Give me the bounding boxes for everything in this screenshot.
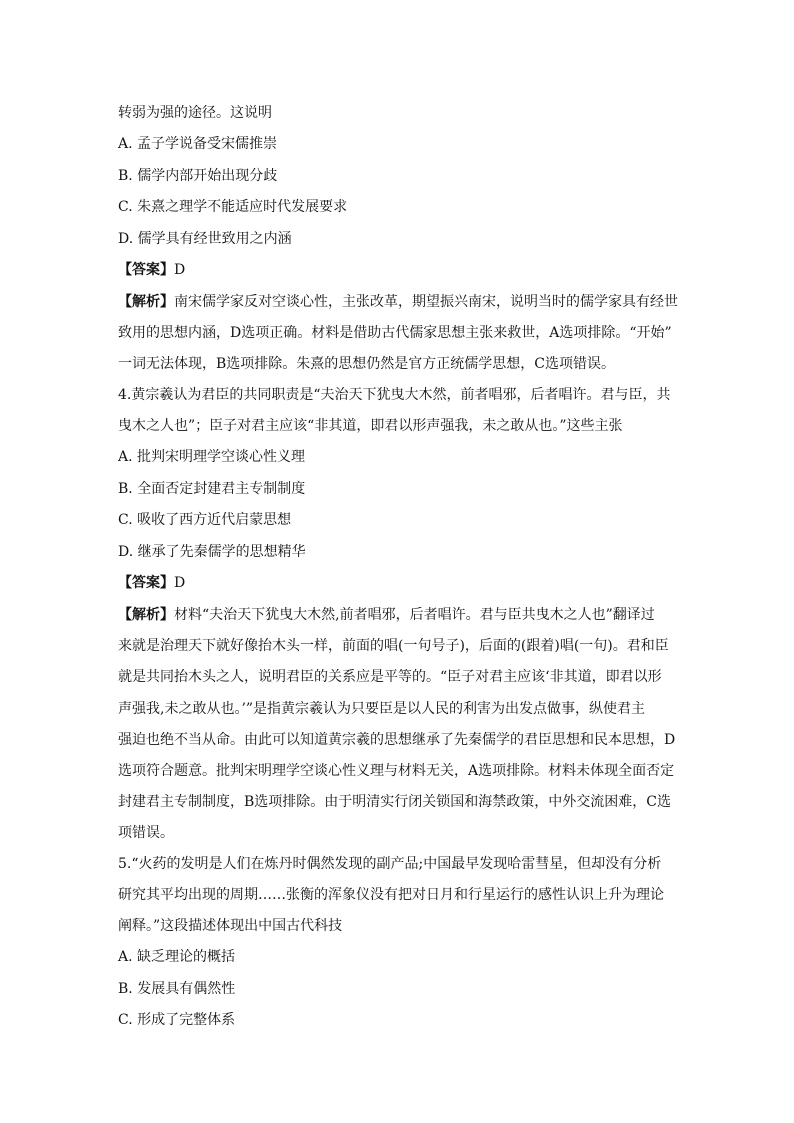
q4-analysis-line-7: 封建君主专制制度，B选项排除。由于明清实行闭关锁国和海禁政策，中外交流困难，C选 <box>118 794 671 810</box>
q4-stem-line-2: 曳木之人也”；臣子对君主应该“非其道，即君以形声强我，未之敢从也。”这些主张 <box>118 418 623 434</box>
q3-stem-tail: 转弱为强的途径。这说明 <box>118 105 272 121</box>
q4-analysis-line-4: 声强我,未之敢从也。’”是指黄宗羲认为只要臣是以人民的利害为出发点做事，纵使君主 <box>118 701 646 717</box>
q3-option-d: D. 儒学具有经世致用之内涵 <box>118 231 292 247</box>
q4-answer-tag: 【答案】 <box>118 575 174 591</box>
q3-option-c: C. 朱熹之理学不能适应时代发展要求 <box>118 199 348 215</box>
q4-option-c: C. 吸收了西方近代启蒙思想 <box>118 512 292 528</box>
q3-option-b: B. 儒学内部开始出现分歧 <box>118 168 278 184</box>
q4-analysis-text-1: 材料“夫治天下犹曳大木然,前者唱邪，后者唱许。君与臣共曳木之人也”翻译过 <box>174 607 655 623</box>
q4-analysis-line-3: 就是共同抬木头之人，说明君臣的关系应是平等的。“臣子对君主应该‘非其道，即君以形 <box>118 669 662 685</box>
q5-option-c: C. 形成了完整体系 <box>118 1012 236 1028</box>
q3-analysis-line-1 <box>118 293 678 311</box>
q4-option-b: B. 全面否定封建君主专制制度 <box>118 481 306 497</box>
q5-option-b: B. 发展具有偶然性 <box>118 981 236 997</box>
q4-analysis-line-5: 强迫也绝不当从命。由此可以知道黄宗羲的思想继承了先秦儒学的君臣思想和民本思想，D <box>118 732 676 748</box>
q3-answer-tag: 【答案】 <box>118 262 174 278</box>
q3-analysis-text-1: 南宋儒学家反对空谈心性，主张改革，期望振兴南宋，说明当时的儒学家具有经世 <box>174 294 678 310</box>
q5-stem-line-3: 阐释。”这段描述体现出中国古代科技 <box>118 918 343 934</box>
q3-answer <box>118 261 678 279</box>
q3-answer-value: D <box>174 262 186 278</box>
q5-stem-line-2: 研究其平均出现的周期……张衡的浑象仪没有把对日月和行星运行的感性认识上升为理论 <box>118 887 664 903</box>
q5-stem-line-1: 5.“火药的发明是人们在炼丹时偶然发现的副产品;中国最早发现哈雷彗星，但却没有分析 <box>118 856 662 872</box>
q4-analysis-line-6: 选项符合题意。批判宋明理学空谈心性义理与材料无关，A选项排除。材料未体现全面否定 <box>118 763 675 779</box>
q4-stem-line-1: 4.黄宗羲认为君臣的共同职责是“夫治天下犹曳大木然，前者唱邪，后者唱许。君与臣，共 <box>118 387 671 403</box>
q3-analysis-line-2: 致用的思想内涵，D选项正确。材料是借助古代儒家思想主张来救世，A选项排除。“开始” <box>118 325 672 341</box>
q4-analysis-line-8: 项错误。 <box>118 825 174 841</box>
q5-option-a: A. 缺乏理论的概括 <box>118 949 236 965</box>
q4-answer <box>118 574 678 592</box>
q4-answer-value: D <box>174 575 186 591</box>
q3-analysis-tag: 【解析】 <box>118 294 174 310</box>
q4-analysis-line-2: 来就是治理天下就好像抬木头一样，前面的唱(一句号子)，后面的(跟着)唱(一句)。君和臣 <box>118 638 669 654</box>
q3-analysis-line-3: 一词无法体现，B选项排除。朱熹的思想仍然是官方正统儒学思想，C选项错误。 <box>118 356 615 372</box>
q4-analysis-tag: 【解析】 <box>118 607 174 623</box>
q3-option-a: A. 孟子学说备受宋儒推崇 <box>118 136 278 152</box>
q4-analysis-line-1 <box>118 606 678 624</box>
q4-option-d: D. 继承了先秦儒学的思想精华 <box>118 544 306 560</box>
q4-option-a: A. 批判宋明理学空谈心性义理 <box>118 449 306 465</box>
